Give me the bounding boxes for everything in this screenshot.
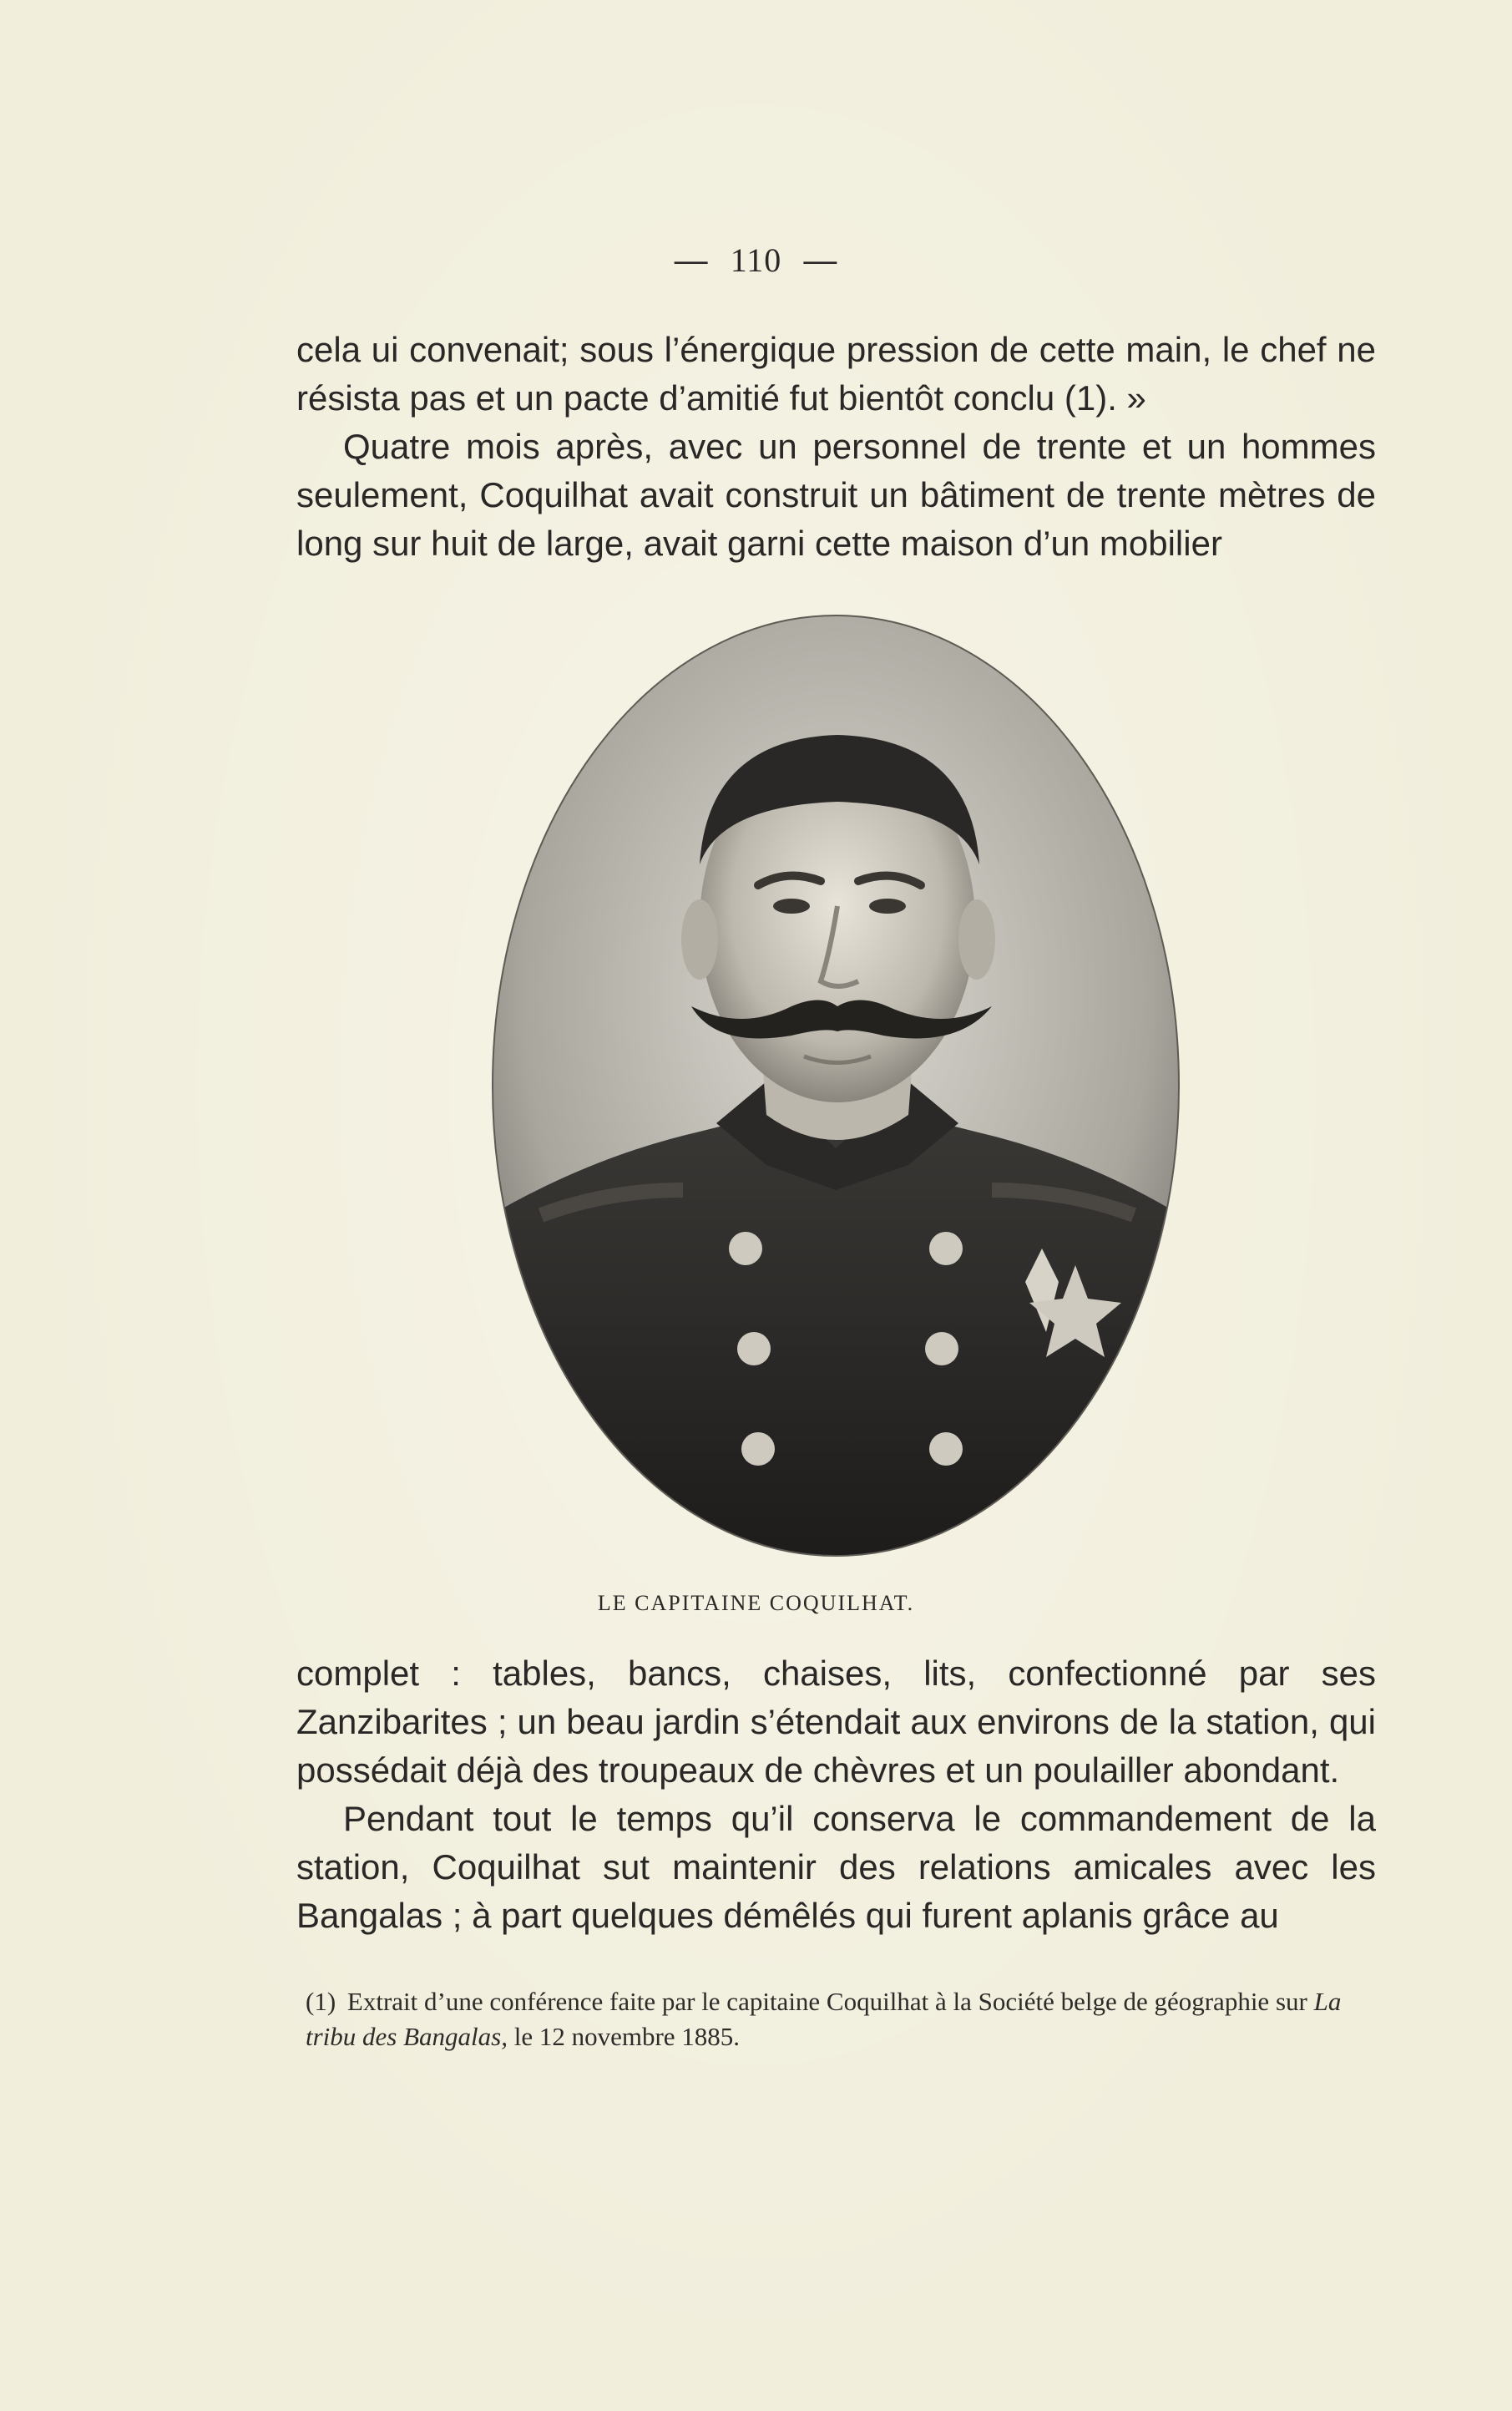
top-text-block [296, 326, 1376, 568]
page-number-dash-left: — [674, 242, 709, 279]
page-number-value: 110 [730, 241, 782, 279]
bottom-text-block [296, 1649, 1376, 1940]
top-paragraph-1: cela ui convenait; sous l’énergique pression de cette main, le chef ne résista pas et un pacte d’amitié fut bientôt conclu (1). » [296, 330, 1376, 418]
page-number-dash-right: — [803, 242, 838, 279]
footnote [306, 1984, 1383, 2054]
portrait-figure [491, 614, 1181, 1558]
page-number [0, 241, 1512, 280]
footnote-title: La tribu des Bangalas, [306, 1987, 1342, 2051]
bottom-paragraph-1: complet : tables, bancs, chaises, lits, confectionné par ses Zanzibarites ; un beau jardin s’étendait aux environs de la station, qui possédait déjà des troupeaux de chèvres et un poulailler abondant. [296, 1654, 1376, 1790]
footnote-text-after: le 12 novembre 1885. [513, 2022, 741, 2051]
top-paragraph-2: Quatre mois après, avec un personnel de trente et un hommes seulement, Coquilhat avait construit un bâtiment de trente mètres de long sur huit de large, avait garni cette maison d’un mobilier [296, 427, 1376, 563]
footnote-text-before: Extrait d’une conférence faite par le capitaine Coquilhat à la Société belge de géographie sur [346, 1987, 1307, 2016]
figure-caption: LE CAPITAINE COQUILHAT. [597, 1591, 915, 1615]
footnote-marker: (1) [306, 1987, 336, 2016]
bottom-paragraph-2: Pendant tout le temps qu’il conserva le commandement de la station, Coquilhat sut maintenir des relations amicales avec les Bangalas ; à part quelques démêlés qui furent aplanis grâce au [296, 1799, 1376, 1935]
portrait-image [491, 614, 1181, 1558]
